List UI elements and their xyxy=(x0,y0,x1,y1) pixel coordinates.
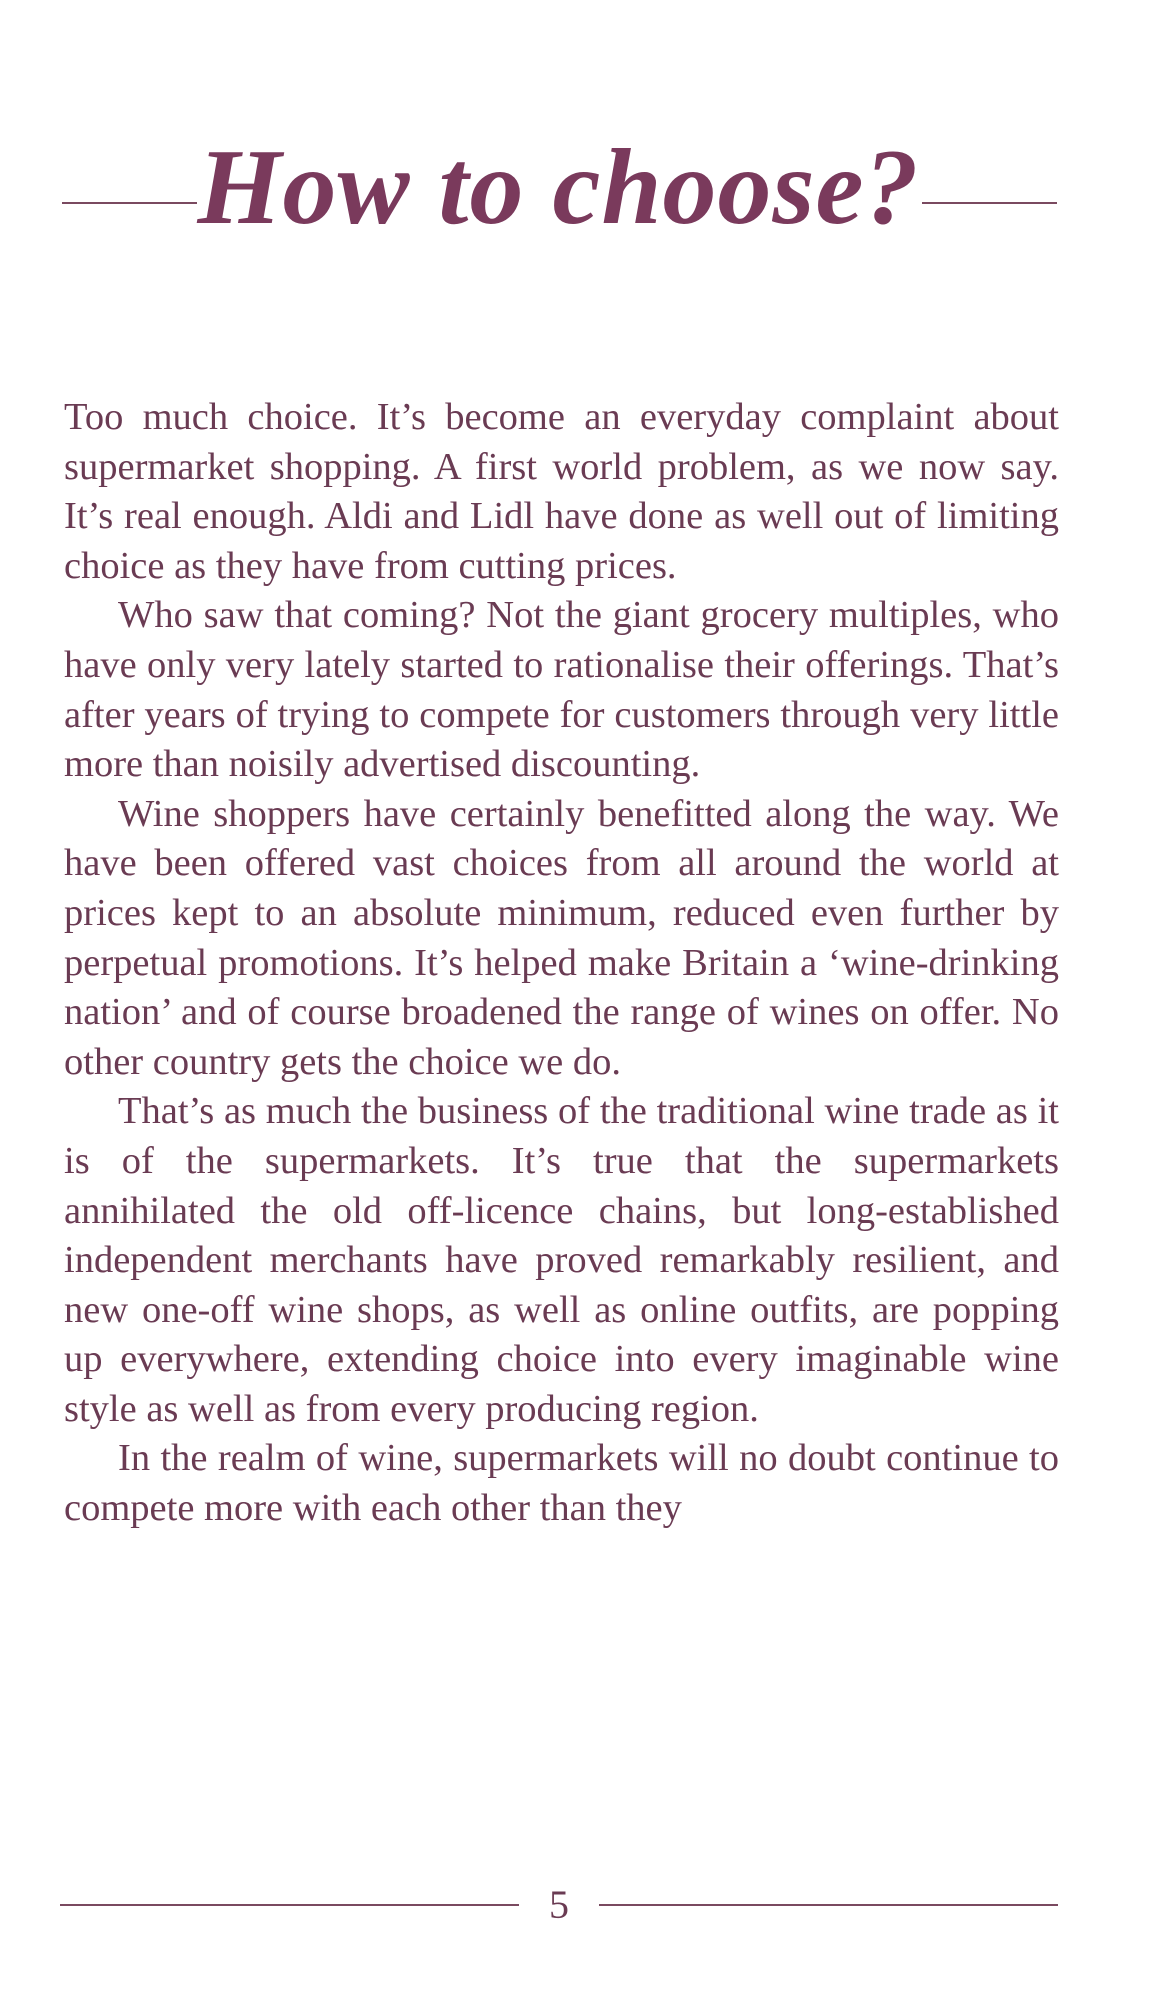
heading-rule-left xyxy=(62,202,197,204)
page-number: 5 xyxy=(549,1882,569,1927)
page-footer xyxy=(60,1880,1058,1930)
paragraph: In the realm of wine, supermarkets will no doubt continue to compete more with each other than they xyxy=(64,1437,1059,1530)
chapter-heading xyxy=(62,118,1057,258)
paragraph: That’s as much the business of the traditional wine trade as it is of the supermarkets. It’s true that the supermarkets annihilated the old off-licence chains, but long-established independent merchants have proved remarkably resilient, and new one-off wine shops, as well as online outfits, are popping up everywhere, extending choice into every imaginable wine style as well as from every producing region. xyxy=(64,1090,1059,1430)
footer-rule-left xyxy=(60,1904,519,1906)
heading-rule-right xyxy=(922,202,1057,204)
footer-rule-right xyxy=(599,1904,1058,1906)
paragraph: Who saw that coming? Not the giant grocery multiples, who have only very lately started to rationalise their offerings. That’s after years of trying to compete for customers through very little more than noisily advertised discounting. xyxy=(64,594,1059,786)
chapter-title: How to choose? xyxy=(197,128,920,247)
paragraph: Wine shoppers have certainly benefitted along the way. We have been offered vast choices from all around the world at prices kept to an absolute minimum, reduced even further by perpetual promotions. It’s helped make Britain a ‘wine-drinking nation’ and of course broadened the range of wines on offer. No other country gets the choice we do. xyxy=(64,792,1059,1083)
paragraph: Too much choice. It’s become an everyday complaint about supermarket shopping. A first world problem, as we now say. It’s real enough. Aldi and Lidl have done as well out of limiting choice as they have from cutting prices. xyxy=(64,396,1059,587)
body-text xyxy=(64,393,1059,1534)
